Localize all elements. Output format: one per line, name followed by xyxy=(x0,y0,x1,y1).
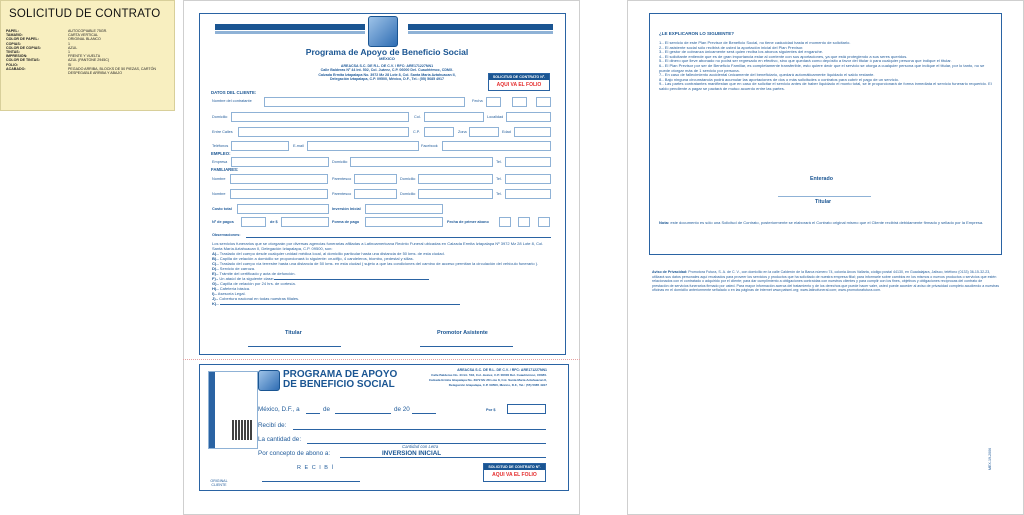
first-payment-year-field[interactable] xyxy=(538,217,550,227)
zone-field[interactable] xyxy=(469,127,499,137)
zip-field[interactable] xyxy=(424,127,454,137)
promotor-signature-line[interactable] xyxy=(420,346,513,347)
folio-box: SOLICITUD DE CONTRATO Nº. AQUI VA EL FOLIO xyxy=(488,73,550,91)
company-info: AREACSA S.C. DE R.L. DE C.V. / RFC: ARE171227NN1 Calle Balderas Nº 44 Int. 502, Col. Juárez, C.P. 06000 Del. Cuauhtémoc, CDMX. Calzada Ermita Iztapalapa No. 3972 Mz 28 Lote 8, Col. Santa María Aztahuacan II, Delegación Iztapalapa, C.P. 09500, México, D.F., Tel.: (55) 5685 4917 xyxy=(318,64,456,81)
back-titular-label: Titular xyxy=(815,199,832,205)
receipt-title: PROGRAMA DE APOYO DE BENEFICIO SOCIAL xyxy=(283,369,398,390)
note: Nota: este documento es sólo una Solicitud de Contrato, posteriormente se elaborará el Contrato original mismo que el Cliente recibirá debidamente firmado y sellado por la Empresa. xyxy=(659,220,984,225)
colony-field[interactable] xyxy=(424,112,484,122)
question-item: 8.- Bajo ninguna circunstancia podrá acumular las aportaciones de dos o más solicitudes o contratos para cubrir el pago de un servicio. xyxy=(659,76,899,82)
spec-row: TAMAÑO: CARTA VERTICAL xyxy=(6,33,99,38)
id-card xyxy=(208,371,258,449)
received-from-line[interactable] xyxy=(293,429,546,430)
relative2-address-field[interactable] xyxy=(418,189,493,199)
tear-line xyxy=(183,359,580,360)
header-bar-right xyxy=(408,24,553,34)
facebook-field[interactable] xyxy=(442,141,551,151)
concept-value: INVERSION INICIAL xyxy=(382,450,442,457)
service-item: E).- Trámite del certificado y acta de defunción. xyxy=(212,271,296,276)
question-item: 7.- En caso de fallecimiento accidental únicamente del beneficiario, quedará automáticamente liquidado el saldo restante. xyxy=(659,72,875,78)
receipt-company-info: AREACSA S.C. DE R.L. DE C.V. / RFC: ARE171227NN1 Calle Balderas No. 44 Int. 502, Col. Juárez, C.P. 06000 Del. Cuauhtémoc, CDMX. Calzada Ermita Iztapalapa No. 3972 Mz 28 Lote 8, Col. Santa María Aztahuacan II, Delegación Iztapalapa, C.P. 09500, México, D.F., Tel.: (55) 5685 4917 xyxy=(428,368,547,387)
country: MÉXICO xyxy=(379,56,395,61)
copy-label: ORIGINAL CLIENTE xyxy=(210,479,228,488)
section-family: FAMILIARES: xyxy=(211,167,239,172)
program-title: Programa de Apoyo de Beneficio Social xyxy=(305,47,469,57)
locality-field[interactable] xyxy=(506,112,551,122)
question-item: 3.- El gestor de cobranza únicamente será quien reciba los abonos siguientes del enganche. xyxy=(659,49,824,55)
titular-signature-line[interactable] xyxy=(248,346,341,347)
between-streets-field[interactable] xyxy=(238,127,409,137)
sign-promotor-label: Promotor Asistente xyxy=(437,330,488,336)
form-code: MEX-19-2006 xyxy=(988,447,992,470)
spec-row: COLOR DE TINTAS: AZUL (PANTONE 2945C) xyxy=(6,58,110,63)
spec-row: PAPEL: AUTOCOPIABLE 75GR. xyxy=(6,29,108,33)
header-bar-left xyxy=(215,24,365,34)
question-item: 5.- El dinero que lleve abonado no podrá ser regresado en efectivo, sino que quedará como depósito a favor del titular ó para cualquier persona que indique el titular. xyxy=(659,58,952,64)
phones-field[interactable] xyxy=(231,141,289,151)
spec-row: COLOR DE PAPEL: ORIGINAL BLANCO xyxy=(6,37,101,42)
service-item: K).- xyxy=(212,301,552,306)
spec-card xyxy=(0,0,175,111)
payment-method-field[interactable] xyxy=(365,217,443,227)
question-item: 9.- Las partes contratantes manifiestan que en caso de solicitar el servicio antes de haber liquidado el monto total, se le proporcionará de forma inmediata el servicio funerario requerido. El saldo pendiente a pagar se pactará de mutuo acuerdo entre las partes. xyxy=(659,81,992,91)
program-logo xyxy=(368,16,398,47)
job-address-field[interactable] xyxy=(350,157,493,167)
relative1-address-field[interactable] xyxy=(418,174,493,184)
service-item: A).- Traslado del cuerpo desde cualquier unidad médica local, al domicilio particular hasta una distancia de 50 kms. de esta ciudad. xyxy=(212,251,445,256)
concept-line[interactable] xyxy=(340,457,546,458)
back-signature-line[interactable] xyxy=(778,196,871,197)
service-item: G).- Capilla de velación por 24 hrs. de cortesía. xyxy=(212,281,296,286)
address-field[interactable] xyxy=(231,112,409,122)
privacy-notice: Aviso de Privacidad: Promotora Futura, S. A. de C. V., con domicilio en la calle Calderón de la Barca número 74, colonia Arcos Vallarta, código postal 44130, en Guadalajara, Jalisco, teléfono (0133) 36-15-32-23, utilizará sus datos personales aquí recabados para proveer los servicios y productos que ha solicitado de nuestra empresa filial; para informarle sobre cambios en los mismos o nuevos productos o servicios que estén relacionados con el contratado o adquirido por el cliente; para dar cumplimiento a obligaciones contraídas con nuestros clientes y para cumplir con los fines, objetivos y obligaciones recíprocas del contrato de prestación de servicios funerarios firmado por usted. Para mayor información acerca del tratamiento y de los derechos que puede hacer valer, usted puede acceder al aviso de privacidad completo acudiendo a nuestras oficinas en el domicilio anteriormente señalado o en las páginas de internet www.patsmi.org; www.latinofuneral.com; www.promotorafutura.com. xyxy=(652,270,999,293)
total-cost-field[interactable] xyxy=(237,204,329,214)
receipt-logo xyxy=(258,370,280,391)
relative1-relation-field[interactable] xyxy=(354,174,397,184)
service-item: I).- Asesoría Legal. xyxy=(212,291,246,296)
blank-line[interactable] xyxy=(274,276,429,280)
receipt-signature-line[interactable] xyxy=(262,481,360,482)
company-field[interactable] xyxy=(231,157,329,167)
section-client: DATOS DEL CLIENTE: xyxy=(211,90,257,95)
services-list: Los servicios funerarios que se otorgarán por diversas agencias funerarias afiliadas a Latinoamericana Recinto Funeral ubicadas en Calzada Ermita Iztapalapa Nº 3972 Mz 28 Lote 8, Col. Santa María Aztahuacan II, Delegación Iztapalapa, C.P. 09500, son: A).- Traslado del cuerpo desde cualquier unidad médica local, al domicilio particular hasta una distancia de 50 kms. de esta ciudad. B).- Capilla de velación a domicilio se proporcionará lo siguiente: crucifijo, 4 candeleros, biombo, pedestal y sillas. C).- Traslado del cuerpo vía terrestre hasta una distancia de 50 kms. en esta ciudad ( sujeto a que las condiciones del camino de acceso permitan la circulación del vehículo funerario ). D).- Servicio de carroza. E).- Trámite del certificado y acta de defunción. F).- Un ataúd de la siguiente clase: G).- Capilla de velación por 24 hrs. de cortesía. H).- Cafetería básica. I).- Asesoría Legal. J).- Cobertura nacional en todas nuestras filiales. K).- xyxy=(212,241,552,306)
qr-code-icon xyxy=(232,420,252,440)
relative2-phone-field[interactable] xyxy=(505,189,551,199)
service-item: J).- Cobertura nacional en todas nuestras filiales. xyxy=(212,296,300,301)
relative1-phone-field[interactable] xyxy=(505,174,551,184)
enterado-label: Enterado xyxy=(810,176,833,182)
age-field[interactable] xyxy=(514,127,551,137)
receipt-folio-number: AQUI VA EL FOLIO xyxy=(492,472,537,478)
relative1-name-field[interactable] xyxy=(230,174,328,184)
section-job: EMPLEO: xyxy=(211,151,231,156)
spec-title: SOLICITUD DE CONTRATO xyxy=(9,8,161,20)
service-item: D).- Servicio de carroza. xyxy=(212,266,256,271)
observations-line[interactable] xyxy=(246,237,551,238)
question-item: 6.- El Plan Previsor por ser de Beneficio Familiar, es completamente transferible, esto quiere decir que el servicio se otorga a cualquier persona que indique el titular, por lo tanto, no se puede otorgar más de 1 servicio por persona. xyxy=(659,62,985,73)
first-payment-day-field[interactable] xyxy=(499,217,511,227)
receipt-day-line[interactable] xyxy=(306,413,320,414)
relative2-relation-field[interactable] xyxy=(354,189,397,199)
question-item: 4.- El solicitante entiende que es de gran importancia estar al corriente con sus aportaciones, ya que está protegiendo a sus seres queridos. xyxy=(659,53,908,59)
service-item: C).- Traslado del cuerpo vía terrestre hasta una distancia de 50 kms. en esta ciudad ( sujeto a que las condiciones del camino de acceso permitan la circulación del vehículo funerario ). xyxy=(212,261,539,266)
payment-amount-field[interactable] xyxy=(281,217,329,227)
contractor-name-field[interactable] xyxy=(264,97,465,107)
date-day-field[interactable] xyxy=(486,97,501,107)
question-item: 1.- El servicio de este Plan Previsor de Beneficio Social, no tiene caducidad hasta el momento de solicitarlo. xyxy=(659,40,851,45)
service-item: B).- Capilla de velación a domicilio se proporcionará lo siguiente: crucifijo, 4 candeleros, biombo, pedestal y sillas. xyxy=(212,256,414,261)
date-month-field[interactable] xyxy=(512,97,527,107)
spec-row: COPIAS: 1 xyxy=(6,41,70,46)
date-year-field[interactable] xyxy=(536,97,551,107)
folio-number: AQUI VA EL FOLIO xyxy=(496,82,542,88)
receipt-folio-box: SOLICITUD DE CONTRATO Nº. AQUI VA EL FOLIO xyxy=(483,463,546,482)
spec-row: ACABADO: PEGADO ARRIBA, BLOCKS DE 50 PIEZAS, CARTÓN DESPEGABLE ARRIBA Y ABAJO xyxy=(6,66,157,76)
receipt-year-line[interactable] xyxy=(412,413,436,414)
spec-row: COLOR DE COPIAS: AZUL xyxy=(6,45,78,50)
blank-line[interactable] xyxy=(220,301,460,305)
spec-row: IMPRESIÓN: FRENTE Y VUELTA xyxy=(6,54,101,59)
sign-titular-label: Titular xyxy=(285,330,302,336)
spec-row: TINTAS: 1 xyxy=(6,50,70,55)
spec-row: FOLIO: SI xyxy=(6,62,72,67)
service-item: F).- Un ataúd de la siguiente clase: xyxy=(212,276,552,281)
spec-rows xyxy=(6,29,169,75)
email-field[interactable] xyxy=(307,141,419,151)
first-payment-month-field[interactable] xyxy=(518,217,530,227)
job-phone-field[interactable] xyxy=(505,157,551,167)
questions-list: ¿LE EXPLICARON LO SIGUIENTE? 1.- El servicio de este Plan Previsor de Beneficio Social, no tiene caducidad hasta el momento de solicitarlo. 2.- El asistente social sólo recibirá de usted la aportación inicial del Plan Previsor. 3.- El gestor de cobranza únicamente será quien reciba los abonos siguientes del enganche. 4.- El solicitante entiende que es de gran importancia estar al corriente con sus aportaciones, ya que está protegiendo a sus seres queridos. 5.- El dinero que lleve abonado no podrá ser regresado en efectivo, sino que quedará como depósito a favor del titular ó para cualquier persona que indique el titular. 6.- El Plan Previsor por ser de Beneficio Familiar, es completamente transferible, esto quiere decir que el servicio se otorga a cualquier persona que indique el titular, por lo tanto, no se puede otorgar más de 1 servicio por persona. 7.- En caso de fallecimiento accidental únicamente del beneficiario, quedará automáticamente liquidado el saldo restante. 8.- Bajo ninguna circunstancia podrá acumular las aportaciones de dos o más solicitudes o contratos para cubrir el pago de un servicio. 9.- Las partes contratantes manifiestan que en caso de solicitar el servicio antes de haber liquidado el monto total, se le proporcionará de forma inmediata el servicio funerario requerido. El saldo pendiente a pagar se pactará de mutuo acuerdo entre las partes. xyxy=(659,31,995,92)
relative2-name-field[interactable] xyxy=(230,189,328,199)
receipt-amount-field[interactable] xyxy=(507,404,546,414)
receipt-month-line[interactable] xyxy=(335,413,391,414)
service-item: H).- Cafetería básica. xyxy=(212,286,251,291)
payments-count-field[interactable] xyxy=(241,217,266,227)
question-item: 2.- El asistente social sólo recibirá de usted la aportación inicial del Plan Previsor. xyxy=(659,44,804,50)
initial-investment-field[interactable] xyxy=(365,204,443,214)
